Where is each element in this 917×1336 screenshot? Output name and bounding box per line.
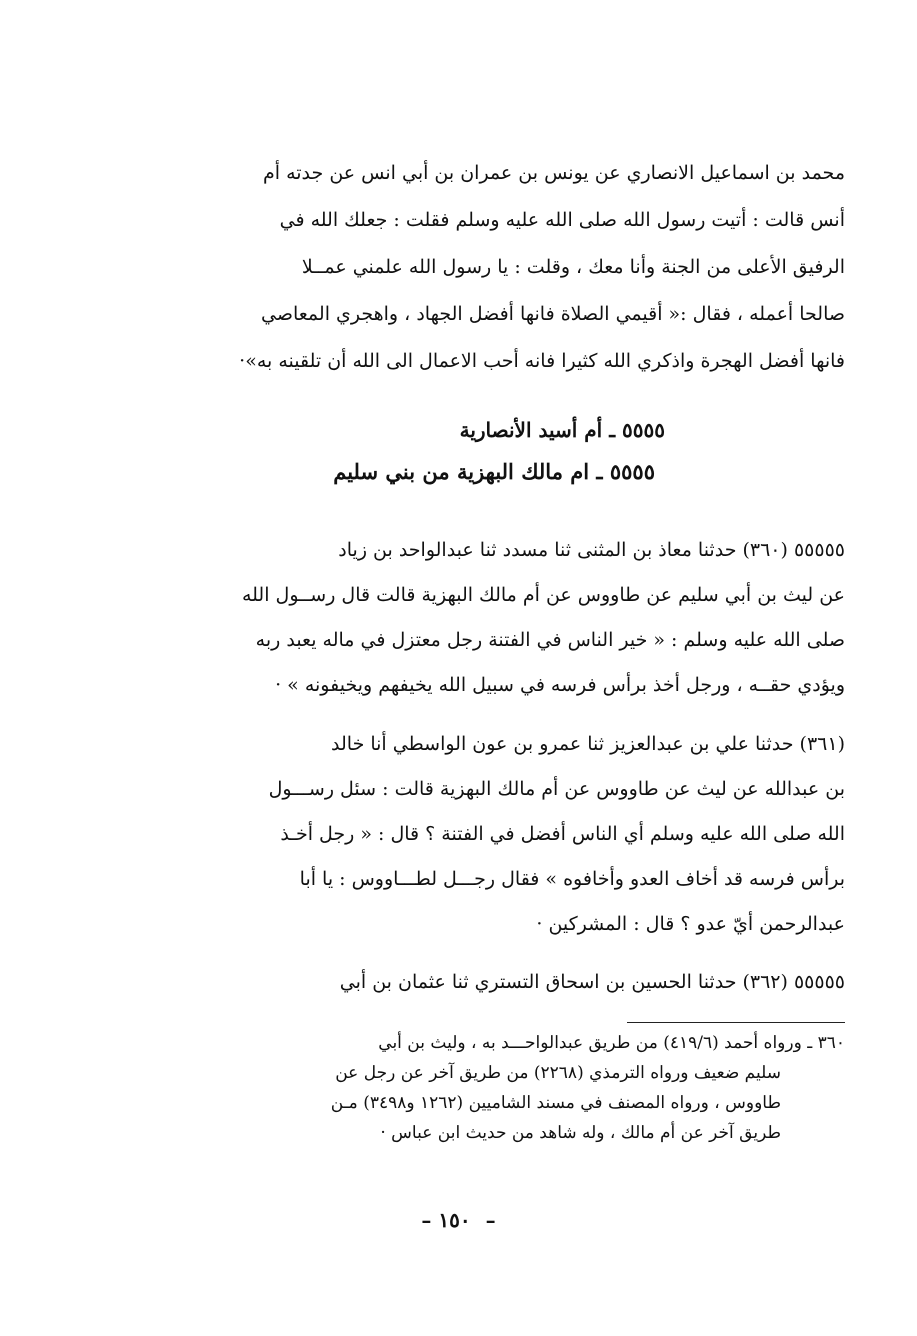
text-line: بن عبدالله عن ليث عن طاووس عن أم مالك البهزية قالت : سئل رســـول [268, 778, 845, 800]
text-line: ٥٥٥٥٥ (٣٦٢) حدثنا الحسين بن اسحاق التستري ثنا عثمان بن أبي [339, 971, 845, 993]
text-line: فانها أفضل الهجرة واذكري الله كثيرا فانه أحب الاعمال الى الله أن تلقينه به»· [239, 350, 845, 372]
text-line: أنس قالت : أتيت رسول الله صلى الله عليه وسلم فقلت : جعلك الله في [279, 209, 845, 231]
text-line: عبدالرحمن أيّ عدو ؟ قال : المشركين · [536, 913, 845, 935]
text-line: الله صلى الله عليه وسلم أي الناس أفضل في الفتنة ؟ قال : « رجل أخـذ [280, 823, 845, 845]
page-number: – ١٥٠ – [421, 1208, 496, 1232]
footnote-line: سليم ضعيف ورواه الترمذي (٢٢٦٨) من طريق آخر عن رجل عن [335, 1063, 781, 1083]
text-line: الرفيق الأعلى من الجنة وأنا معك ، وقلت : يا رسول الله علمني عمــلا [301, 256, 845, 278]
text-line: صلى الله عليه وسلم : « خير الناس في الفتنة رجل معتزل في ماله يعبد ربه [255, 629, 845, 651]
footnote-line: طريق آخر عن أم مالك ، وله شاهد من حديث ابن عباس · [380, 1123, 781, 1143]
paragraph-hadith-360 [155, 528, 845, 708]
footnote-line: ٣٦٠ ـ ورواه أحمد (٤١٩/٦) من طريق عبدالواحـــد به ، وليث بن أبي [378, 1033, 845, 1053]
text-line: ويؤدي حقــه ، ورجل أخذ برأس فرسه في سبيل الله يخيفهم ويخيفونه » · [275, 674, 845, 696]
text-line: عن ليث بن أبي سليم عن طاووس عن أم مالك البهزية قالت قال رســول الله [241, 584, 845, 606]
paragraph-hadith-362 [155, 960, 845, 1005]
footnote-divider [627, 1022, 845, 1023]
footnotes [140, 1028, 845, 1148]
section-heading-umm-usayd: ٥٥٥٥ ـ أم أسيد الأنصارية [459, 418, 665, 442]
footnote-line: طاووس ، ورواه المصنف في مسند الشاميين (١٢٦٢ و٣٤٩٨) مـن [330, 1093, 781, 1113]
text-line: ٥٥٥٥٥ (٣٦٠) حدثنا معاذ بن المثنى ثنا مسدد ثنا عبدالواحد بن زياد [338, 539, 845, 561]
text-line: محمد بن اسماعيل الانصاري عن يونس بن عمران بن أبي انس عن جدته أم [263, 162, 845, 184]
paragraph-hadith-359-continued [155, 150, 845, 385]
paragraph-hadith-361 [155, 722, 845, 947]
text-line: برأس فرسه قد أخاف العدو وأخافوه » فقال رجـــل لطـــاووس : يا أبا [299, 868, 845, 890]
text-line: صالحا أعمله ، فقال :« أقيمي الصلاة فانها أفضل الجهاد ، واهجري المعاصي [261, 303, 845, 325]
section-heading-umm-malik: ٥٥٥٥ ـ ام مالك البهزية من بني سليم [333, 459, 655, 484]
page-number-value: ١٥٠ [438, 1208, 471, 1232]
text-line: (٣٦١) حدثنا علي بن عبدالعزيز ثنا عمرو بن عون الواسطي أنا خالد [331, 733, 845, 755]
